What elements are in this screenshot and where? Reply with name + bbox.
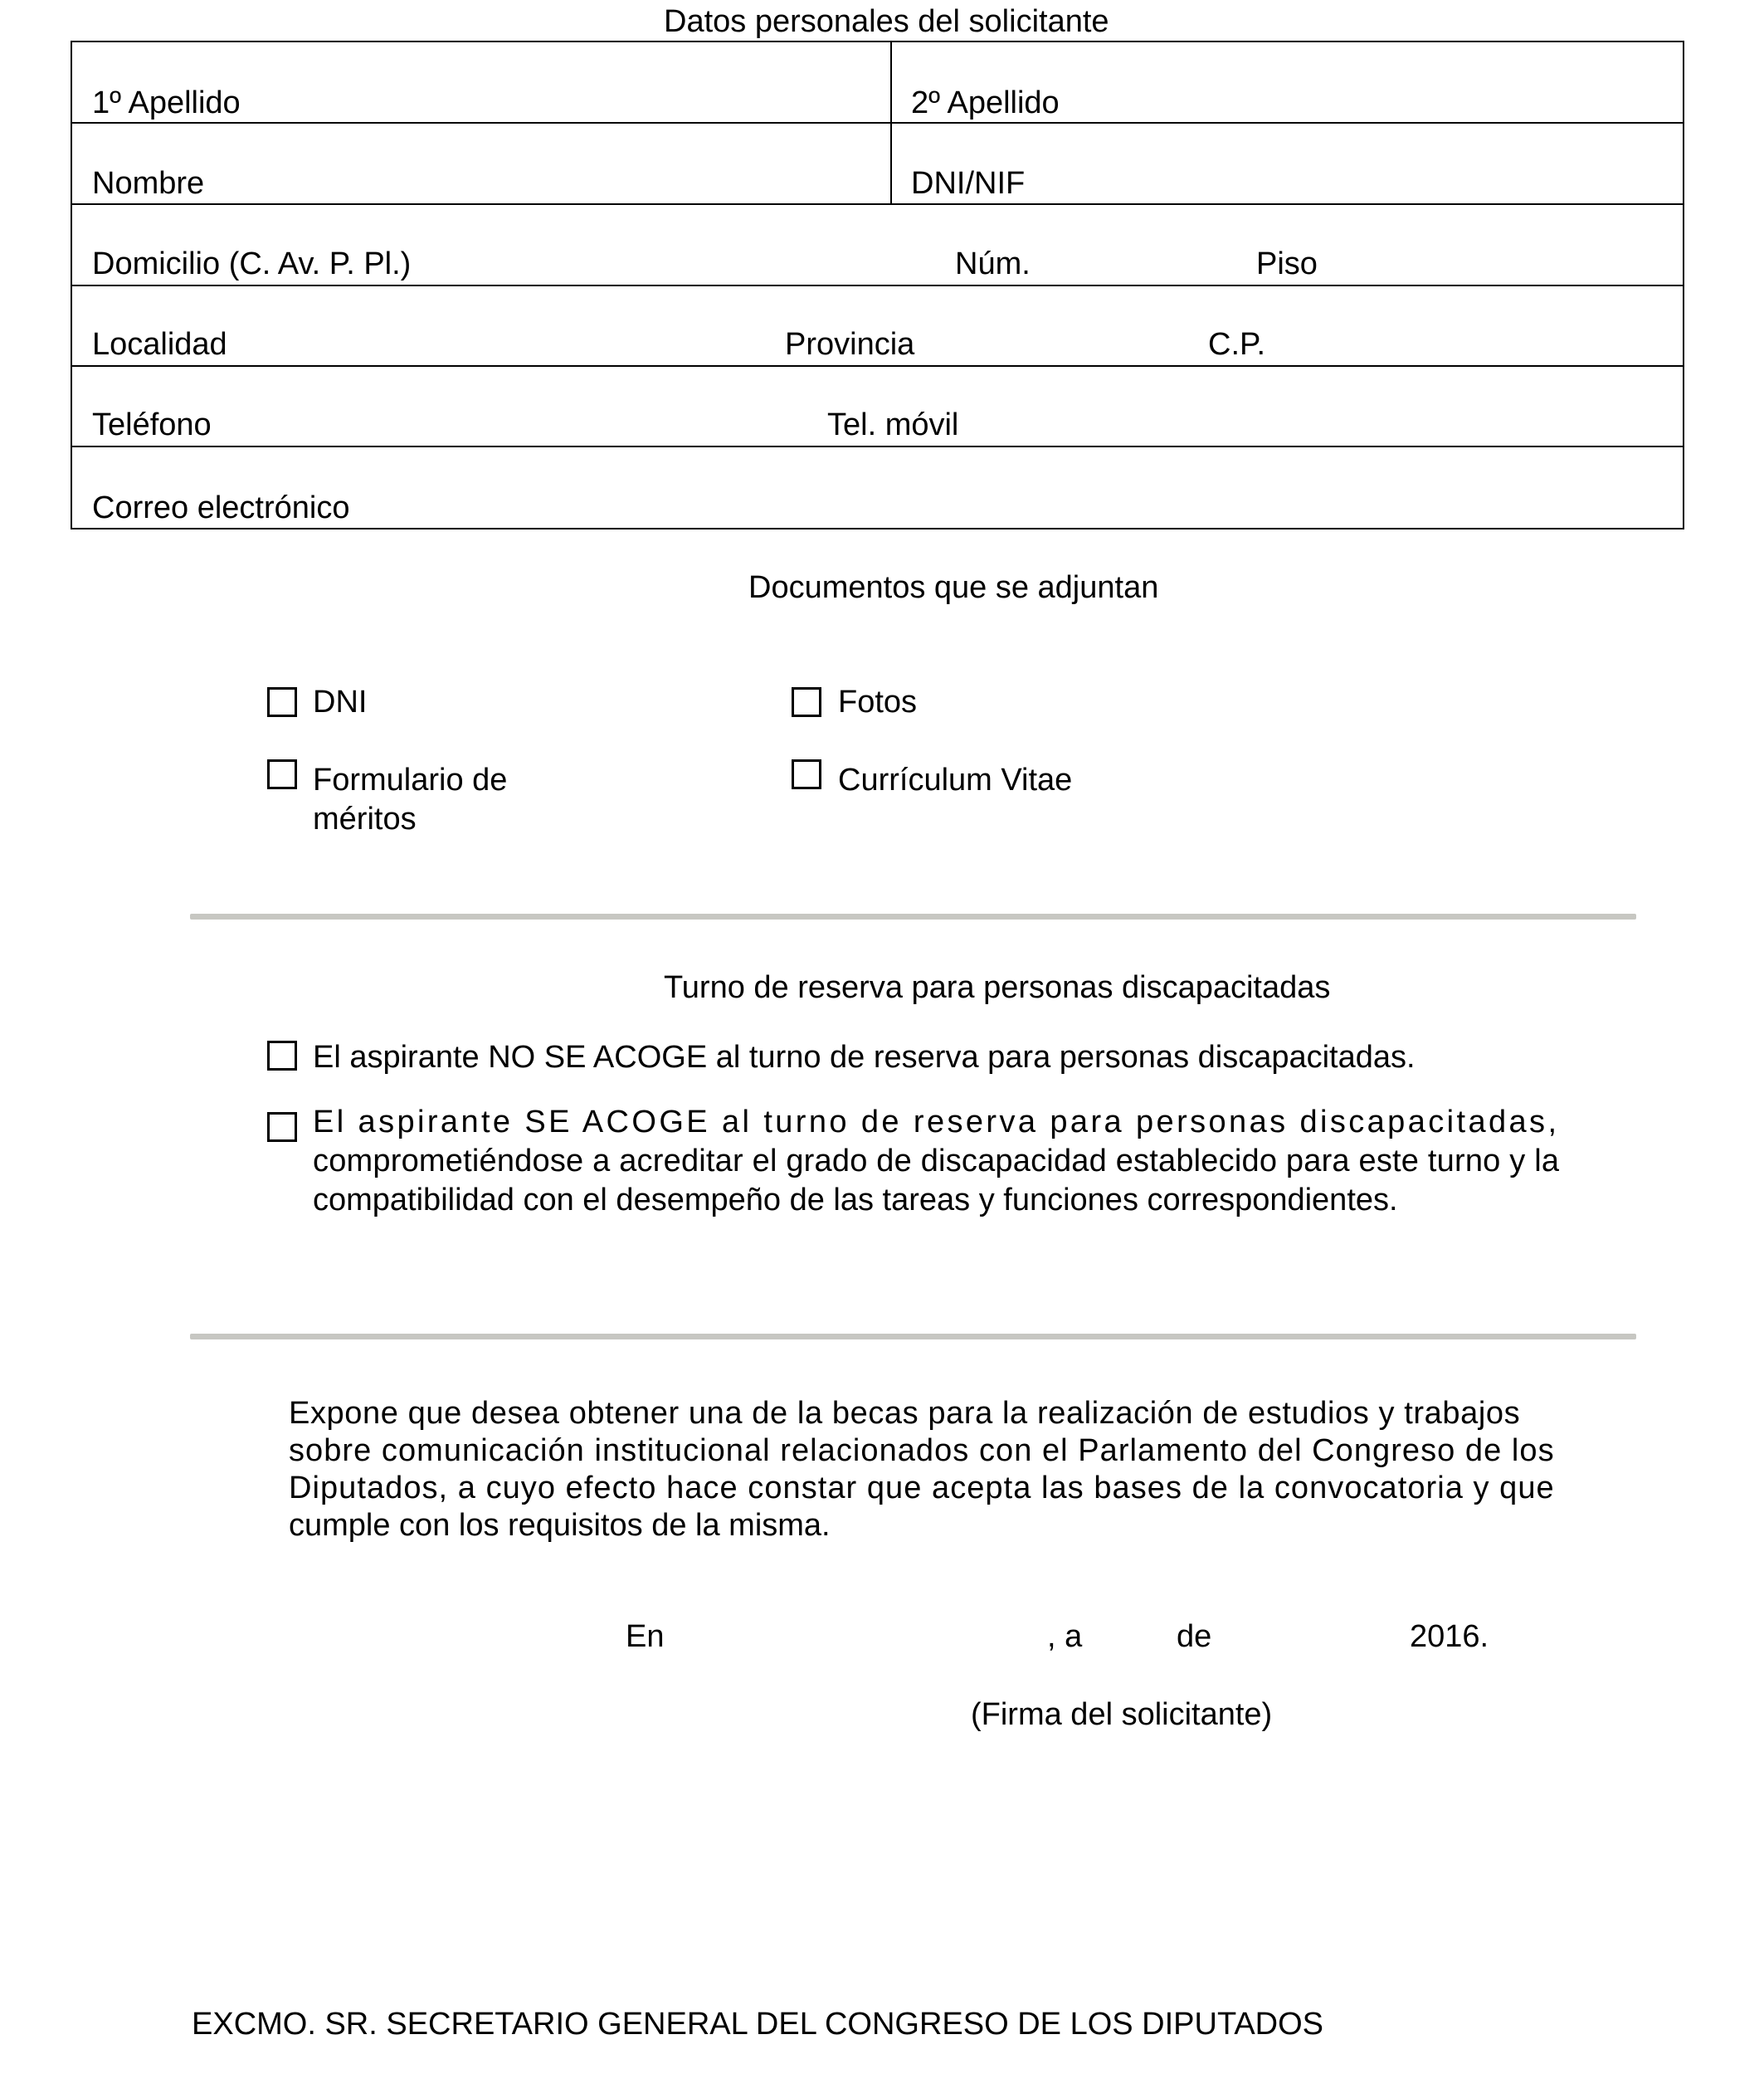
- statement-line1: Expone que desea obtener una de la becas para la realización de estudios y trabajos: [289, 1396, 1521, 1431]
- table-row-divider: [71, 285, 1684, 286]
- signature-caption: (Firma del solicitante): [971, 1697, 1273, 1732]
- curriculum-label: Currículum Vitae: [838, 763, 1073, 798]
- localidad-field[interactable]: Localidad: [92, 327, 227, 362]
- apellido1-field[interactable]: 1º Apellido: [92, 85, 241, 120]
- acoge-label-line3: compatibilidad con el desempeño de las tareas y funciones correspondientes.: [313, 1183, 1398, 1217]
- correo-field[interactable]: Correo electrónico: [92, 490, 350, 525]
- signature-year: 2016.: [1410, 1619, 1489, 1654]
- statement-line4: cumple con los requisitos de la misma.: [289, 1508, 831, 1543]
- acoge-label-line2: comprometiéndose a acreditar el grado de discapacidad establecido para este turno y la: [313, 1144, 1560, 1178]
- formulario-checkbox[interactable]: [267, 759, 297, 789]
- table-column-divider: [890, 41, 892, 205]
- section-divider: [190, 1334, 1636, 1339]
- acoge-checkbox[interactable]: [267, 1112, 297, 1142]
- personal-data-title: Datos personales del solicitante: [664, 4, 1109, 39]
- table-border-left: [71, 41, 72, 529]
- table-row-divider: [71, 203, 1684, 205]
- tel-movil-field[interactable]: Tel. móvil: [827, 407, 959, 442]
- signature-de: de: [1177, 1619, 1212, 1654]
- formulario-label-line2: méritos: [313, 802, 417, 837]
- table-border-bottom: [71, 528, 1684, 529]
- statement-line3: Diputados, a cuyo efecto hace constar que acepta las bases de la convocatoria y que: [289, 1471, 1555, 1505]
- table-border-top: [71, 41, 1684, 42]
- provincia-field[interactable]: Provincia: [785, 327, 915, 362]
- table-row-divider: [71, 122, 1684, 124]
- fotos-label: Fotos: [838, 685, 918, 720]
- table-border-right: [1683, 41, 1684, 529]
- reserve-title: Turno de reserva para personas discapacitadas: [664, 970, 1331, 1005]
- signature-en: En: [626, 1619, 665, 1654]
- fotos-checkbox[interactable]: [792, 687, 821, 717]
- documents-title: Documentos que se adjuntan: [748, 570, 1159, 605]
- dni-checkbox[interactable]: [267, 687, 297, 717]
- piso-field[interactable]: Piso: [1256, 246, 1318, 281]
- nombre-field[interactable]: Nombre: [92, 166, 205, 201]
- no-acoge-checkbox[interactable]: [267, 1041, 297, 1071]
- cp-field[interactable]: C.P.: [1208, 327, 1266, 362]
- table-row-divider: [71, 365, 1684, 367]
- telefono-field[interactable]: Teléfono: [92, 407, 212, 442]
- apellido2-field[interactable]: 2º Apellido: [911, 85, 1060, 120]
- section-divider: [190, 914, 1636, 920]
- formulario-label-line1: Formulario de: [313, 763, 508, 798]
- table-row-divider: [71, 446, 1684, 447]
- dni-label: DNI: [313, 685, 368, 720]
- recipient: EXCMO. SR. SECRETARIO GENERAL DEL CONGRESO DE LOS DIPUTADOS: [192, 2007, 1324, 2042]
- statement-line2: sobre comunicación institucional relacionados con el Parlamento del Congreso de los: [289, 1433, 1555, 1468]
- acoge-label-line1: El aspirante SE ACOGE al turno de reserva para personas discapacitadas,: [313, 1105, 1560, 1139]
- domicilio-field[interactable]: Domicilio (C. Av. P. Pl.): [92, 246, 412, 281]
- num-field[interactable]: Núm.: [955, 246, 1031, 281]
- curriculum-checkbox[interactable]: [792, 759, 821, 789]
- signature-a: , a: [1047, 1619, 1083, 1654]
- no-acoge-label: El aspirante NO SE ACOGE al turno de reserva para personas discapacitadas.: [313, 1040, 1416, 1075]
- dni-nif-field[interactable]: DNI/NIF: [911, 166, 1026, 201]
